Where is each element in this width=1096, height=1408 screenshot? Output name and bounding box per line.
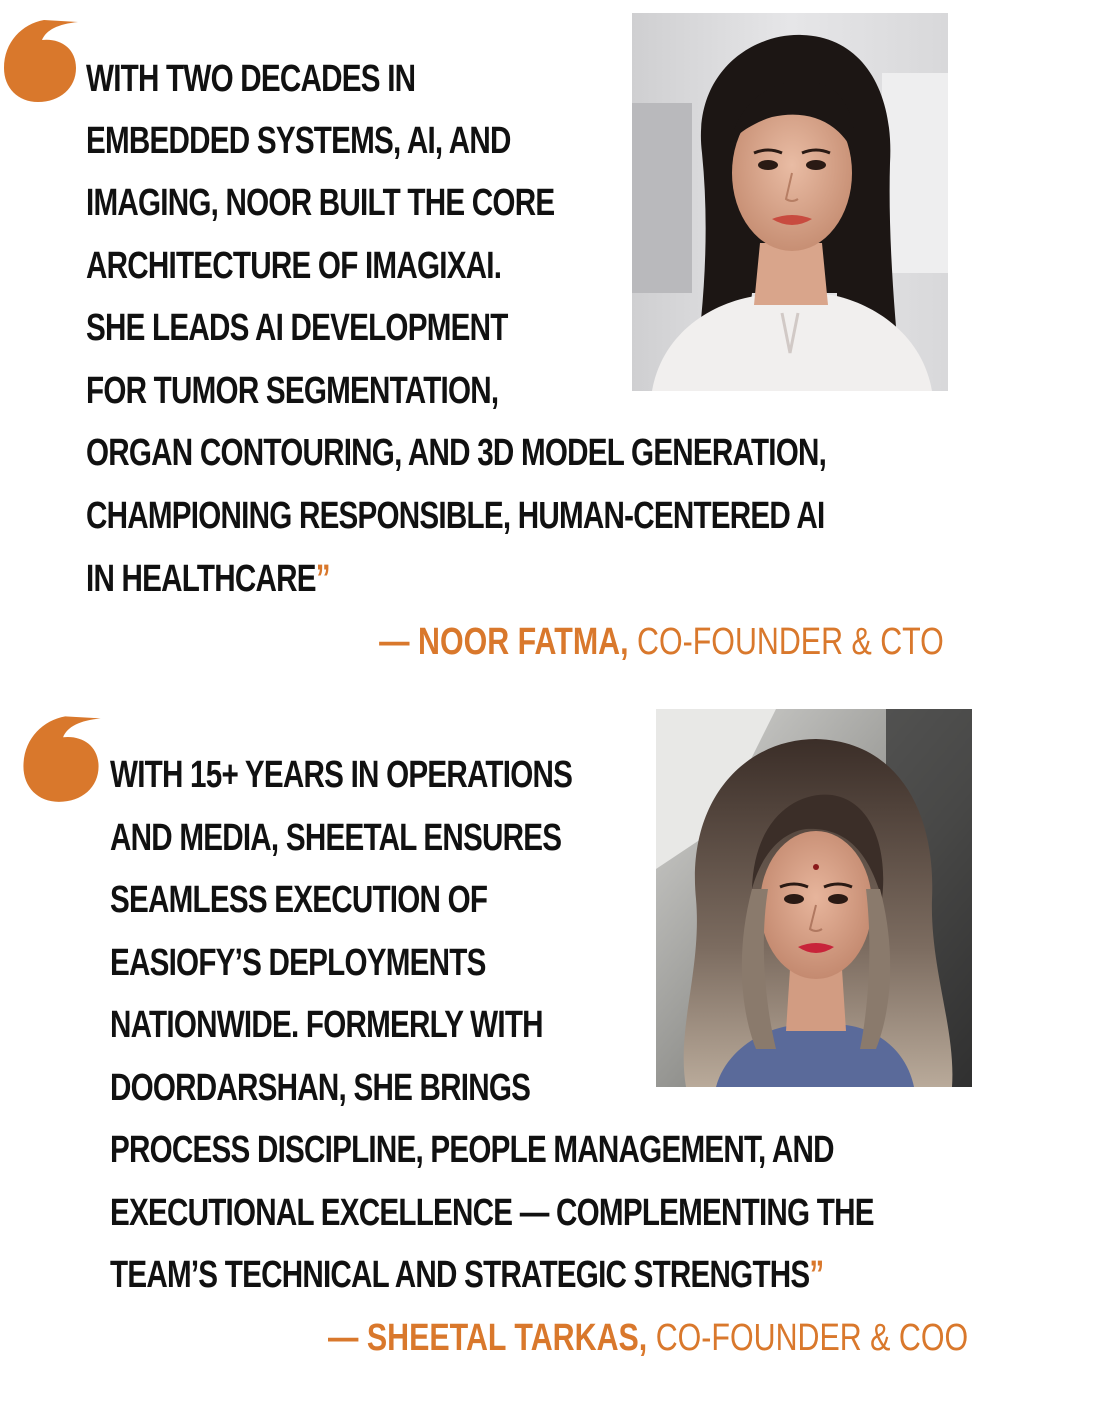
portrait-noor-image	[632, 13, 948, 391]
close-quote-mark: ”	[315, 558, 330, 600]
portrait-sheetal-image	[656, 709, 972, 1087]
quote-line: WITH 15+ YEARS IN OPERATIONS	[110, 754, 573, 796]
attribution-noor	[379, 618, 944, 666]
quote-line: WITH TWO DECADES IN	[86, 58, 416, 100]
quote-line: EASIOFY’S DEPLOYMENTS	[110, 942, 486, 984]
author-role: CO-FOUNDER & CTO	[628, 621, 944, 663]
portrait-photo-sheetal	[656, 709, 972, 1087]
attribution-dash: —	[327, 1317, 367, 1359]
quote-line: SHE LEADS AI DEVELOPMENT	[86, 307, 508, 349]
quote-line: DOORDARSHAN, SHE BRINGS	[110, 1067, 531, 1109]
quote-line: ARCHITECTURE OF IMAGIXAI.	[86, 245, 502, 287]
quote-line: AND MEDIA, SHEETAL ENSURES	[110, 817, 562, 859]
quote-line: EXECUTIONAL EXCELLENCE — COMPLEMENTING THE	[110, 1192, 874, 1234]
quote-line-last	[86, 548, 330, 610]
attribution-dash: —	[379, 621, 419, 663]
portrait-photo-noor	[632, 13, 948, 391]
open-quote-icon	[0, 12, 80, 104]
quote-line: NATIONWIDE. FORMERLY WITH	[110, 1004, 543, 1046]
quote-line: EMBEDDED SYSTEMS, AI, AND	[86, 120, 511, 162]
quote-line: ORGAN CONTOURING, AND 3D MODEL GENERATION,	[86, 432, 827, 474]
author-name: NOOR FATMA,	[418, 621, 629, 663]
quote-block-sheetal	[0, 700, 1096, 1408]
close-quote-mark: ”	[809, 1254, 824, 1296]
author-name: SHEETAL TARKAS,	[366, 1317, 648, 1359]
attribution-sheetal	[328, 1314, 968, 1362]
quote-line: FOR TUMOR SEGMENTATION,	[86, 370, 499, 412]
quote-block-noor	[0, 0, 1096, 700]
quote-line: IMAGING, NOOR BUILT THE CORE	[86, 182, 555, 224]
quote-line-last	[110, 1244, 823, 1306]
quote-text: IN HEALTHCARE	[86, 558, 316, 600]
author-role: CO-FOUNDER & COO	[647, 1317, 968, 1359]
quote-line: PROCESS DISCIPLINE, PEOPLE MANAGEMENT, AND	[110, 1129, 834, 1171]
quote-line: SEAMLESS EXECUTION OF	[110, 879, 488, 921]
quote-text: TEAM’S TECHNICAL AND STRATEGIC STRENGTHS	[110, 1254, 810, 1296]
quote-line: CHAMPIONING RESPONSIBLE, HUMAN-CENTERED AI	[86, 495, 825, 537]
open-quote-icon	[18, 708, 104, 804]
